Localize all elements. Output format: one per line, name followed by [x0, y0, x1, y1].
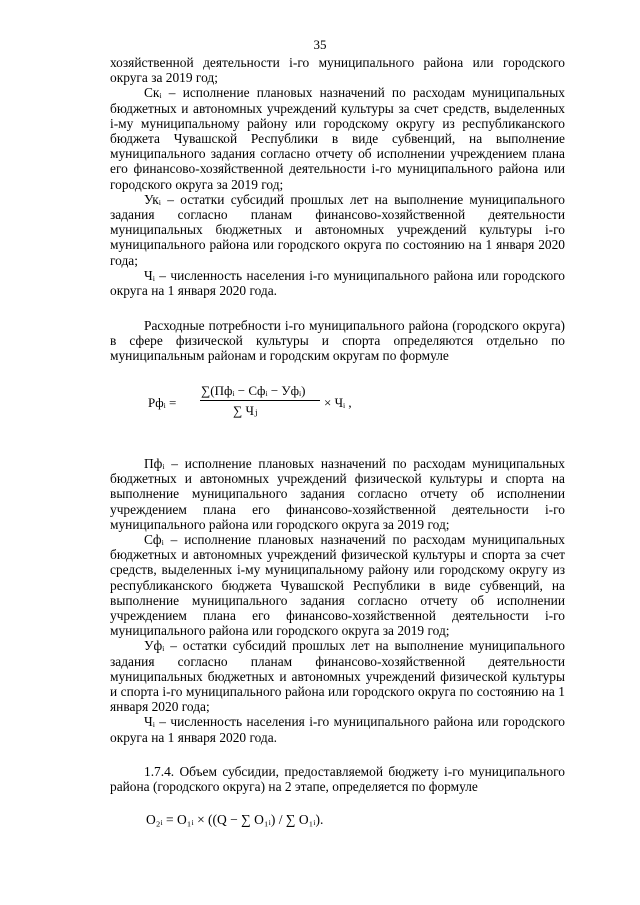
- paragraph-section-1-7-4: 1.7.4. Объем субсидии, предоставляемой бюджету i-го муниципального района (городского округа) на 2 этапе, определяется по формуле: [110, 764, 565, 795]
- paragraph-uf-definition: Уфᵢ – остатки субсидий прошлых лет на выполнение муниципального задания согласно планам финансово-хозяйственной деятельности муниципальных бюджетных и автономных учреждений физической культуры и спорта i-го муниципального района или городского округа по состоянию на 1 января 2020 года;: [110, 638, 565, 715]
- paragraph-continuation: хозяйственной деятельности i-го муниципального района или городского округа за 2019 год;: [110, 55, 565, 86]
- text-block-section: [110, 764, 565, 794]
- formula-pf-rhs: × Чᵢ ,: [324, 395, 352, 410]
- text-block-mid: [110, 456, 565, 745]
- formula-pf-denominator: ∑ Чⱼ: [233, 403, 258, 418]
- formula-pf-numerator: ∑(Пфᵢ − Сфᵢ − Уфᵢ): [201, 383, 306, 398]
- formula-pf-fraction-bar: [200, 400, 320, 401]
- paragraph-uk-definition: Укᵢ – остатки субсидий прошлых лет на выполнение муниципального задания согласно планам финансово-хозяйственной деятельности муниципальных бюджетных и автономных учреждений культуры i-го муниципального района или городского округа по состоянию на 1 января 2020 года;: [110, 191, 565, 268]
- page-number: 35: [313, 37, 327, 52]
- text-block-top: [110, 55, 565, 298]
- paragraph-sf-definition: Сфᵢ – исполнение плановых назначений по расходам муниципальных бюджетных и автономных учреждений физической культуры и спорта за счет средств, выделенных i-му муниципальному району или городскому округу из республиканского бюджета Чувашской Республики в виде субвенций, на выполнение муниципального задания согласно отчету об исполнении учреждением плана его финансово-хозяйственной деятельности i-го муниципального района или городского округа за 2019 год;: [110, 532, 565, 639]
- paragraph-ch2-definition: Чᵢ – численность населения i-го муниципального района или городского округа на 1 января 2020 года.: [110, 714, 565, 745]
- paragraph-pf-definition: Пфᵢ – исполнение плановых назначений по расходам муниципальных бюджетных и автономных учреждений физической культуры и спорта на выполнение муниципального задания согласно отчету об исполнении учреждением плана его финансово-хозяйственной деятельности i-го муниципального района или городского округа за 2019 год;: [110, 456, 565, 532]
- formula-o2: O₂ᵢ = O₁ᵢ × ((Q − ∑ O₁ᵢ) / ∑ O₁ᵢ).: [146, 812, 324, 827]
- paragraph-intro: Расходные потребности i-го муниципального района (городского округа) в сфере физической культуры и спорта определяются отдельно по муниципальным районам и городским округам по формуле: [110, 318, 565, 364]
- text-block-intro: [110, 318, 565, 364]
- formula-pf: [148, 383, 352, 423]
- formula-pf-lhs: Рфᵢ =: [148, 395, 177, 410]
- paragraph-sk-definition: Скᵢ – исполнение плановых назначений по расходам муниципальных бюджетных и автономных учреждений культуры за счет средств, выделенных i-му муниципальному району или городскому округу из республиканского бюджета Чувашской Республики в виде субвенций, на выполнение муниципального задания согласно отчету об исполнении учреждением плана его финансово-хозяйственной деятельности i-го муниципального района или городского округа за 2019 год;: [110, 85, 565, 192]
- paragraph-ch-definition: Чᵢ – численность населения i-го муниципального района или городского округа на 1 января 2020 года.: [110, 267, 565, 299]
